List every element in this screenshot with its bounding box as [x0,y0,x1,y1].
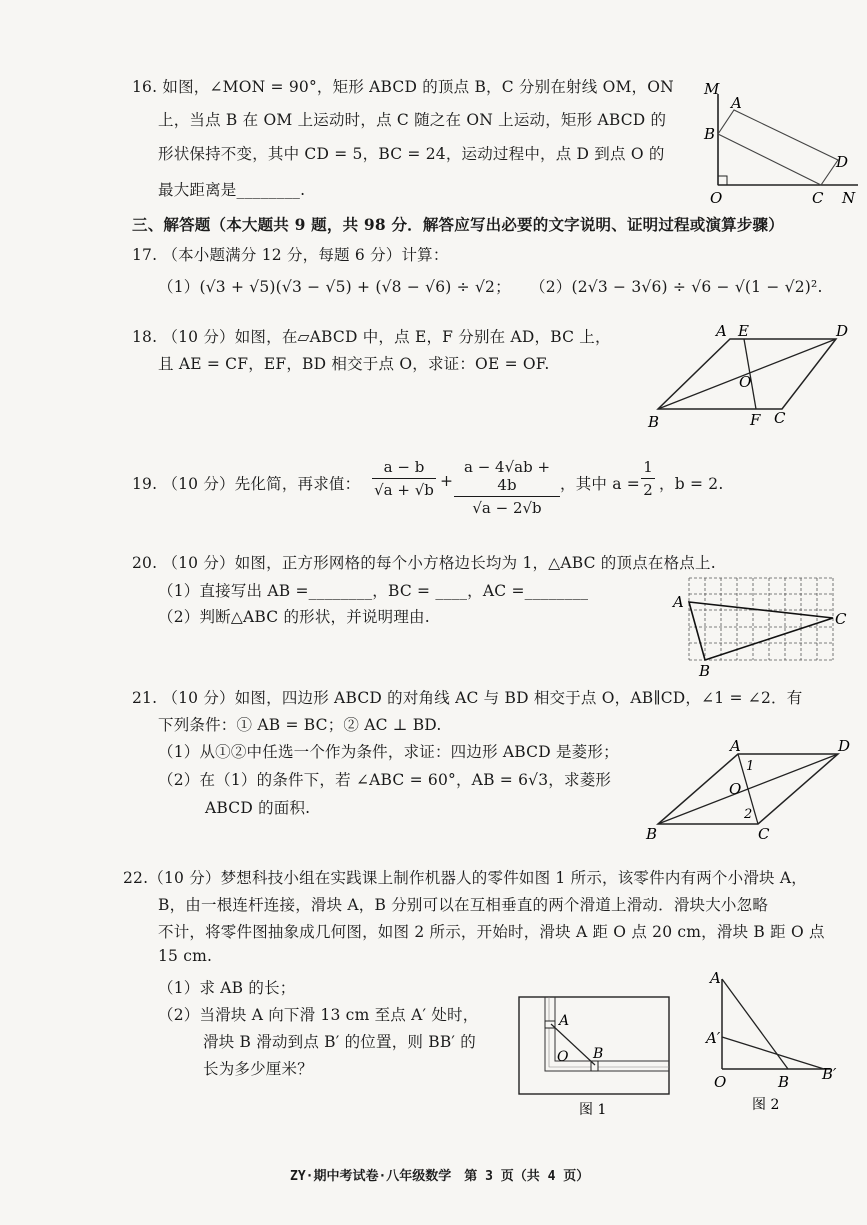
q22-fig2-label-b: B [778,1073,790,1091]
q22-figure-2 [700,965,860,1115]
page-footer: ZY·期中考试卷·八年级数学 第 3 页（共 4 页） [290,1169,590,1184]
q16-line4: 最大距离是________. [158,181,306,199]
q22-fig2-caption: 图 2 [752,1097,780,1113]
q21-label-d: D [838,737,851,755]
q19-frac2-denominator: √a − 2√b [472,499,542,517]
q19-a-value [641,458,655,499]
q22-fig1-caption: 图 1 [579,1102,607,1118]
q19-condition-a: ，其中 a = [560,475,640,493]
q18-label-d: D [836,322,849,340]
q18-label-c: C [774,409,786,427]
q20-grid-figure [665,570,865,682]
q18-label-e: E [738,322,749,340]
q16-line2: 上，当点 B 在 OM 上运动时，点 C 随之在 ON 上运动，矩形 ABCD 的 [158,111,667,129]
q22-fig1-label-b: B [593,1046,604,1062]
q22-fig2-label-a: A [710,969,721,987]
q19-fraction-1 [372,458,436,499]
q18-line1: 18. （10 分）如图，在▱ABCD 中，点 E，F 分别在 AD，BC 上， [132,328,611,346]
q21-part1: （1）从①②中任选一个作为条件，求证：四边形 ABCD 是菱形； [158,743,619,761]
q19-a-denominator: 2 [643,481,653,499]
q21-label-angle2: 2 [744,807,753,822]
q16-figure [690,72,865,212]
q16-label-b: B [704,125,716,143]
q19-a-numerator: 1 [641,458,655,479]
q20-label-b: B [699,662,711,680]
q18-label-o: O [739,373,752,391]
q21-label-b: B [646,825,658,843]
q19-plus: + [440,472,454,490]
q16-label-o: O [710,189,723,207]
q19-frac1-denominator: √a + √b [374,481,434,499]
q21-line1: 21. （10 分）如图，四边形 ABCD 的对角线 AC 与 BD 相交于点 O，AB∥CD，∠1 = ∠2．有 [132,689,803,707]
q18-figure [640,315,860,435]
q22-fig2-label-o: O [714,1073,727,1091]
q21-label-a: A [730,737,741,755]
q16-label-n: N [842,189,856,207]
q20-grid [689,578,833,660]
q21-label-angle1: 1 [746,759,755,774]
q22-figure-1 [515,993,675,1118]
q20-label-a: A [673,593,684,611]
q20-label-c: C [835,610,847,628]
q20-part1: （1）直接写出 AB =________，BC = ____，AC =________ [158,582,589,600]
q18-label-f: F [750,411,761,429]
q19-fraction-2 [454,458,560,517]
q19-condition-b: ，b = 2. [659,475,724,493]
q21-line2: 下列条件：① AB = BC；② AC ⊥ BD. [158,716,442,734]
q19-frac1-numerator: a − b [372,458,436,479]
q16-label-m: M [704,80,720,98]
q17-line1: 17. （本小题满分 12 分，每题 6 分）计算： [132,246,449,264]
q16-line3: 形状保持不变，其中 CD = 5，BC = 24，运动过程中，点 D 到点 O 的 [158,145,665,163]
q19-frac2-numerator: a − 4√ab + 4b [454,458,560,497]
q21-part2-line1: （2）在（1）的条件下，若 ∠ABC = 60°，AB = 6√3，求菱形 [158,771,612,789]
q18-label-b: B [648,413,660,431]
q22-fig2-label-a-prime: A′ [706,1029,721,1047]
q16-label-c: C [812,189,824,207]
q17-part1: （1）(√3 + √5)(√3 − √5) + (√8 − √6) ÷ √2； [158,278,511,296]
q21-figure [640,732,860,844]
q22-fig1-label-o: O [557,1049,569,1065]
q18-label-a: A [716,322,727,340]
q16-line1: 16. 如图，∠MON = 90°，矩形 ABCD 的顶点 B，C 分别在射线 OM，ON [132,78,674,96]
q22-part2-line3: 长为多少厘米？ [203,1060,313,1078]
q22-line4: 15 cm. [158,947,213,965]
q16-label-a: A [731,94,742,112]
q22-part2-line2: 滑块 B 滑动到点 B′ 的位置，则 BB′ 的 [203,1033,476,1051]
q18-line2: 且 AE = CF，EF，BD 相交于点 O，求证：OE = OF. [158,355,550,373]
q22-fig1-label-a: A [559,1013,570,1029]
q22-part2-line1: （2）当滑块 A 向下滑 13 cm 至点 A′ 处时， [158,1006,479,1024]
q22-part1: （1）求 AB 的长； [158,979,296,997]
q19-prefix: 19. （10 分）先化简，再求值： [132,475,361,493]
q20-line1: 20. （10 分）如图，正方形网格的每个小方格边长均为 1，△ABC 的顶点在格点上. [132,554,716,572]
q21-label-c: C [758,825,770,843]
q21-label-o: O [729,780,742,798]
q17-part2: （2）(2√3 − 3√6) ÷ √6 − √(1 − √2)². [530,278,823,296]
section-3-heading: 三、解答题（本大题共 9 题，共 98 分．解答应写出必要的文字说明、证明过程或演算步骤） [132,215,784,234]
q16-label-d: D [836,153,849,171]
q22-line1: 22.（10 分）梦想科技小组在实践课上制作机器人的零件如图 1 所示，该零件内有两个小滑块 A， [123,869,807,887]
q22-line2: B，由一根连杆连接，滑块 A，B 分别可以在互相垂直的两个滑道上滑动．滑块大小忽略 [158,896,769,914]
q22-line3: 不计，将零件图抽象成几何图，如图 2 所示，开始时，滑块 A 距 O 点 20 cm，滑块 B 距 O 点 [158,923,825,941]
q21-part2-line2: ABCD 的面积. [205,799,311,817]
q20-part2: （2）判断△ABC 的形状，并说明理由. [158,608,430,626]
q22-fig2-label-b-prime: B′ [822,1065,837,1083]
